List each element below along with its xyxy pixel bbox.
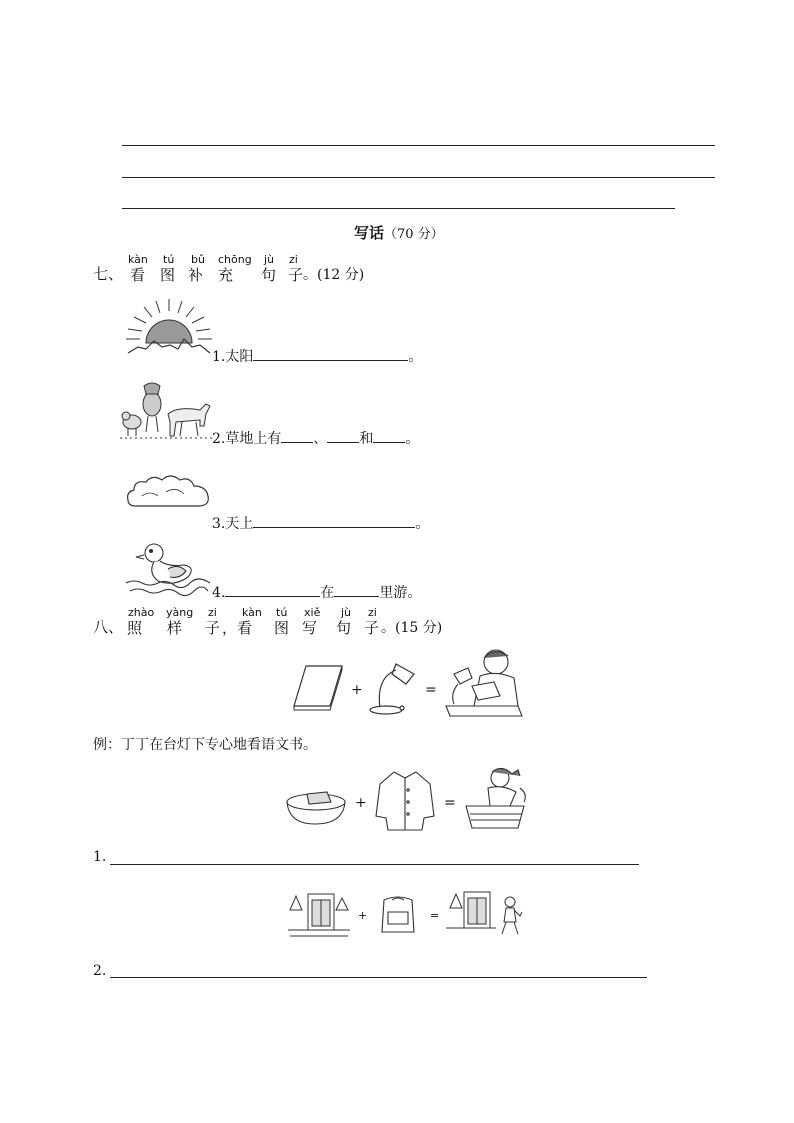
section8-char-6: 句 [336, 619, 352, 637]
section7-number: 七、 [93, 265, 124, 283]
writing-line-1[interactable] [122, 145, 715, 146]
section8-pinyin-3: kàn [242, 606, 262, 619]
section7-char-3: 充 [218, 266, 234, 284]
answer2-line[interactable] [110, 977, 647, 978]
section8-char-5: 写 [302, 619, 318, 637]
answer1-label: 1. [93, 849, 107, 865]
cloud-icon [124, 470, 212, 510]
section7-char-0: 看 [130, 266, 146, 284]
item2-suffix: 。 [405, 431, 420, 447]
section7-pinyin-0: kàn [128, 253, 148, 266]
item3-blank[interactable] [253, 513, 415, 528]
section-heading [354, 222, 444, 243]
item2-blank-1[interactable] [281, 428, 313, 443]
washbasin-icon [285, 788, 347, 828]
section8-pinyin-7: zi [368, 606, 377, 619]
section8-number: 八、 [93, 618, 124, 636]
row1-equals: = [444, 795, 456, 811]
item3-prefix: 3.天上 [212, 516, 254, 532]
schoolbag-icon [378, 894, 418, 936]
section8-pinyin-0: zhào [128, 606, 155, 619]
item1-prefix: 1.太阳 [212, 349, 254, 365]
example-label: 例： [93, 737, 121, 753]
section8-char-3: ，看 [222, 619, 253, 637]
item2-line [212, 428, 419, 448]
item2-sep1: 、 [313, 431, 328, 447]
item4-blank-1[interactable] [225, 582, 320, 597]
girl-washing-icon [462, 766, 530, 830]
section7-pinyin-4: jù [264, 253, 275, 266]
item2-blank-2[interactable] [327, 428, 359, 443]
row2-plus: + [358, 909, 368, 922]
section7-pinyin-2: bǔ [191, 253, 205, 266]
duck-icon [124, 537, 212, 599]
item3-line [212, 513, 429, 533]
example-plus: + [351, 682, 363, 698]
section7-pinyin-3: chōng [218, 253, 252, 266]
animals-icon [120, 380, 215, 442]
heading-title: 写话 [354, 224, 385, 242]
section7-char-5: 子 [288, 266, 304, 284]
item2-sep2: 和 [359, 431, 374, 447]
heading-score: （70 分） [384, 227, 444, 242]
section7-char-2: 补 [188, 266, 204, 284]
row2-equals: = [430, 909, 440, 922]
example-sentence [93, 736, 317, 754]
section7-char-4: 句 [261, 266, 277, 284]
section8-char-0: 照 [127, 619, 143, 637]
section8-pinyin-5: xiě [304, 606, 321, 619]
answer1-row [93, 848, 106, 866]
example-text: 丁丁在台灯下专心地看语文书。 [121, 737, 317, 753]
section8-pinyin-6: jù [341, 606, 352, 619]
section8-pinyin-1: yàng [166, 606, 194, 619]
section8-pinyin-4: tú [276, 606, 288, 619]
item1-line [212, 346, 422, 366]
item3-suffix: 。 [415, 516, 430, 532]
section8-pinyin-2: zi [208, 606, 217, 619]
item1-blank[interactable] [253, 346, 408, 361]
boy-reading-icon [444, 644, 524, 720]
answer2-label: 2. [93, 963, 107, 979]
writing-line-2[interactable] [122, 177, 715, 178]
item2-prefix: 2.草地上有 [212, 431, 282, 447]
item4-prefix: 4. [212, 585, 226, 601]
section8-char-2: 子 [205, 619, 221, 637]
example-equals: = [425, 682, 437, 698]
item4-mid2: 里游。 [379, 585, 422, 601]
answer1-line[interactable] [110, 864, 639, 865]
writing-line-3[interactable] [122, 208, 675, 209]
section7-char-1: 图 [160, 266, 176, 284]
sun-icon [124, 297, 214, 357]
school-gate-icon [288, 890, 350, 938]
item1-suffix: 。 [408, 349, 423, 365]
item2-blank-3[interactable] [373, 428, 405, 443]
section8-char-7: 子 [364, 619, 380, 637]
row1-plus: + [355, 795, 367, 811]
shirt-icon [374, 768, 436, 834]
section7-pinyin-1: tú [163, 253, 175, 266]
section8-char-4: 图 [274, 619, 290, 637]
child-to-school-icon [446, 886, 526, 940]
answer2-row [93, 962, 106, 980]
section8-char-1: 样 [167, 619, 183, 637]
item4-line [212, 582, 421, 602]
item4-blank-2[interactable] [334, 582, 379, 597]
section7-suffix: 。(12 分) [303, 267, 365, 283]
item4-mid: 在 [320, 585, 335, 601]
section8-suffix: 。(15 分) [381, 620, 443, 636]
desk-lamp-icon [366, 660, 418, 716]
book-icon [292, 664, 344, 710]
section7-pinyin-5: zi [289, 253, 298, 266]
